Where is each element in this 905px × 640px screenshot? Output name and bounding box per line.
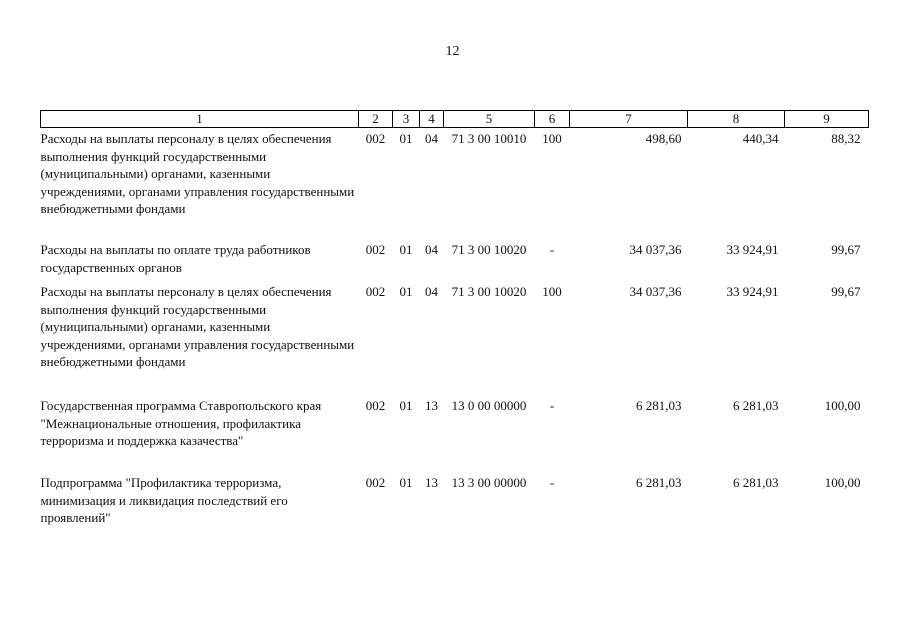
row-name: Расходы на выплаты по оплате труда работников государственных органов (40, 242, 311, 275)
row-target-code: 13 0 00 00000 (451, 398, 527, 413)
row-section-code: 01 (399, 242, 413, 257)
row-value-9: 99,67 (831, 242, 861, 257)
row-subsection-code: 13 (425, 475, 438, 490)
row-subsection-code: 13 (425, 398, 438, 413)
row-subsection-code: 04 (425, 242, 438, 257)
row-expense-type: - (549, 475, 555, 490)
column-header-7: 7 (570, 111, 688, 128)
table-row (41, 279, 869, 396)
row-ministry-code: 002 (365, 242, 386, 257)
row-section-code: 01 (399, 398, 413, 413)
column-header-4: 4 (420, 111, 444, 128)
row-value-9: 100,00 (824, 398, 861, 413)
row-value-7: 6 281,03 (636, 398, 682, 413)
row-ministry-code: 002 (365, 475, 386, 490)
row-subsection-code: 04 (425, 284, 438, 299)
row-name: Расходы на выплаты персоналу в целях обеспечения выполнения функций государственными (муниципальными) органами, казенными учреждениями, органами управления государственными внебюджетными фондами (40, 284, 355, 369)
row-value-9: 100,00 (824, 475, 861, 490)
table-row (41, 396, 869, 474)
budget-table (40, 110, 869, 527)
table-row (41, 128, 869, 237)
row-subsection-code: 04 (425, 131, 438, 146)
row-ministry-code: 002 (365, 131, 386, 146)
row-value-9: 99,67 (831, 284, 861, 299)
column-header-5: 5 (444, 111, 535, 128)
row-value-8: 6 281,03 (733, 475, 779, 490)
row-expense-type: - (549, 398, 555, 413)
row-value-8: 6 281,03 (733, 398, 779, 413)
row-expense-type: 100 (542, 131, 562, 146)
row-expense-type: 100 (542, 284, 562, 299)
row-section-code: 01 (399, 131, 413, 146)
row-value-7: 34 037,36 (629, 242, 682, 257)
row-ministry-code: 002 (365, 398, 386, 413)
row-section-code: 01 (399, 475, 413, 490)
row-target-code: 13 3 00 00000 (451, 475, 527, 490)
row-value-8: 33 924,91 (726, 284, 779, 299)
row-target-code: 71 3 00 10020 (451, 284, 527, 299)
column-header-9: 9 (785, 111, 869, 128)
row-name: Государственная программа Ставропольского края "Межнациональные отношения, профилактика терроризма и поддержка казачества" (40, 398, 322, 448)
row-value-8: 33 924,91 (726, 242, 779, 257)
row-section-code: 01 (399, 284, 413, 299)
column-header-8: 8 (688, 111, 785, 128)
column-header-6: 6 (535, 111, 570, 128)
row-value-9: 88,32 (831, 131, 861, 146)
table-row (41, 474, 869, 527)
row-expense-type: - (549, 242, 555, 257)
row-value-7: 6 281,03 (636, 475, 682, 490)
row-value-8: 440,34 (742, 131, 779, 146)
table-header-row (41, 111, 869, 128)
row-value-7: 34 037,36 (629, 284, 682, 299)
row-target-code: 71 3 00 10020 (451, 242, 527, 257)
column-header-3: 3 (393, 111, 420, 128)
row-ministry-code: 002 (365, 284, 386, 299)
table-row (41, 236, 869, 279)
row-name: Подпрограмма "Профилактика терроризма, минимизация и ликвидация последствий его проявлений" (40, 475, 288, 525)
row-value-7: 498,60 (645, 131, 682, 146)
row-target-code: 71 3 00 10010 (451, 131, 527, 146)
column-header-1: 1 (41, 111, 359, 128)
column-header-2: 2 (359, 111, 393, 128)
page-number: 12 (445, 44, 460, 59)
row-name: Расходы на выплаты персоналу в целях обеспечения выполнения функций государственными (муниципальными) органами, казенными учреждениями, органами управления государственными внебюджетными фондами (40, 131, 355, 216)
